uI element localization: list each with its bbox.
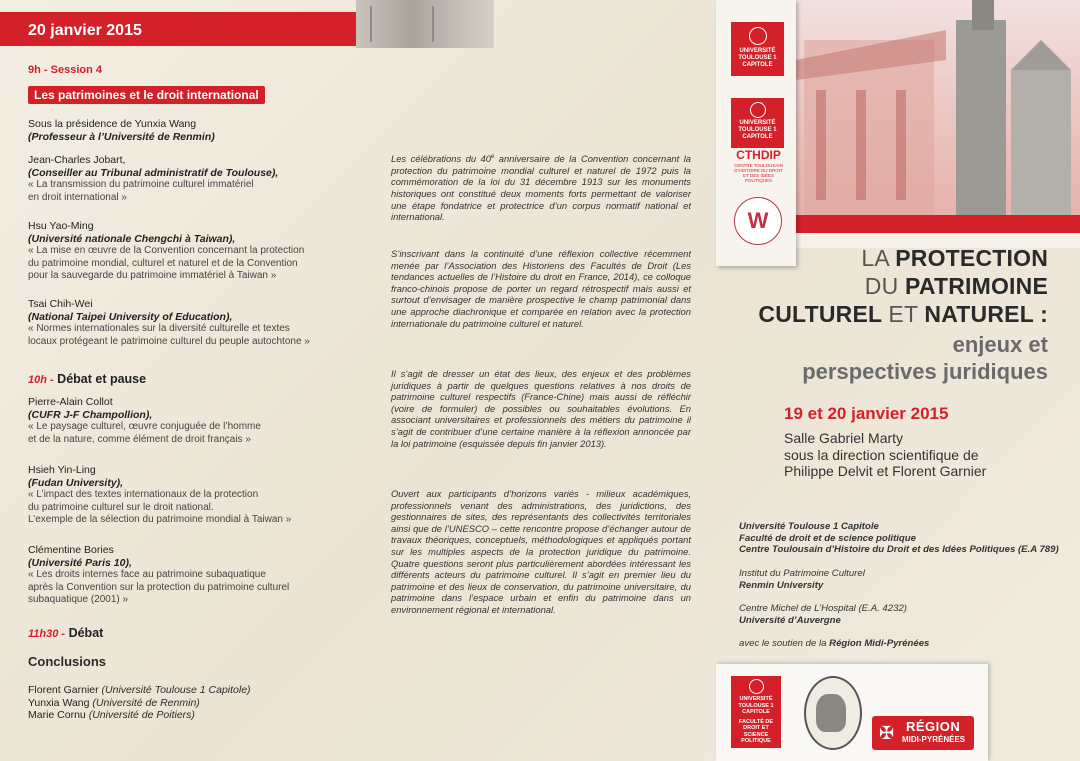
event-title: LA PROTECTION DU PATRIMOINE CULTUREL ET NATUREL : xyxy=(758,245,1048,327)
support-line: avec le soutien de la Région Midi-Pyrénées xyxy=(739,638,930,649)
speaker-entry: Jean-Charles Jobart, (Conseiller au Tribunal administratif de Toulouse), « La transmission du patrimoine culturel immatériel en droit international » xyxy=(28,154,279,203)
organizer-block: Centre Michel de L’Hospital (E.A. 4232) Université d’Auvergne xyxy=(739,603,907,626)
occitan-cross-icon: ✠ xyxy=(879,723,895,743)
speaker-entry: Pierre-Alain Collot (CUFR J-F Champollion), « Le paysage culturel, œuvre conjuguée de l’homme et de la nature, comme élément de droit français » xyxy=(28,396,261,445)
event-subtitle: enjeux et perspectives juridiques xyxy=(802,332,1048,384)
list-item: Yunxia Wang (Université de Renmin) xyxy=(28,696,200,709)
crest-icon xyxy=(749,679,764,694)
cthdip-name: CTHDIP xyxy=(736,148,781,162)
portrait-icon xyxy=(816,694,846,732)
ut1-logo: UNIVERSITÉ TOULOUSE 1 CAPITOLE xyxy=(731,22,784,76)
cthdip-subtitle: CENTRE TOULOUSAIN D’HISTOIRE DU DROIT ET DES IDÉES POLITIQUES xyxy=(734,163,783,183)
crest-icon xyxy=(749,27,767,45)
context-paragraph: S’inscrivant dans la continuité d’une réflexion collective récemment menée par l’Association des Historiens des Facultés de Droit (Les tendances actuelles de l’Histoire du droit en France, 2014), ce colloque franco-chinois propose de porter un regard rétrospectif mais aussi et surtout d’envisager de manière prospective le champ patrimonial dans une approche diachronique et comparée en relation avec la protection internationale du patrimoine culturel et naturel. xyxy=(391,248,691,329)
cover-photo xyxy=(796,0,1080,215)
conclusions-title: Conclusions xyxy=(28,654,107,669)
crest-icon xyxy=(750,102,766,118)
session-chair: Sous la présidence de Yunxia Wang (Professeur à l’Université de Renmin) xyxy=(28,118,215,143)
red-stripe xyxy=(796,215,1080,233)
event-venue: Salle Gabriel Marty sous la direction scientifique de Philippe Delvit et Florent Garnier xyxy=(784,430,987,479)
footer-ut1-logo: UNIVERSITÉ TOULOUSE 1 CAPITOLE FACULTÉ DE DROIT ET SCIENCE POLITIQUE xyxy=(731,676,781,748)
audience-paragraph: Ouvert aux participants d’horizons variés - milieux académiques, professionnels venant des administrations, des juridictions, des gestionnaires de sites, des représentants des collectivités territoriales ainsi que de l’UNESCO – cette rencontre propose d’échanger autour de travaux théoriques, conceptuels, méthodologiques et appliqués portant sur les multiples aspects de la protection juridique du patrimoine. Quatre questions seront plus particulièrement abordées intéressant les différents acteurs du patrimoine culturel. Il s’agit en premier lieu du patrimoine et des lieux de conservation, du patrimoine universitaire, du patrimoine dans l’espace urbain et enfin du patrimoine dans un environnement régional et international. xyxy=(391,488,691,615)
cthdip-logo: UNIVERSITÉ TOULOUSE 1 CAPITOLE xyxy=(731,98,784,148)
region-logo: ✠ RÉGION MIDI-PYRÉNÉES xyxy=(872,716,974,750)
speaker-entry: Hsu Yao-Ming (Université nationale Chengchi à Taiwan), « La mise en œuvre de la Convention concernant la protection du patrimoine mondial, culturel et naturel et de la Convention pour la sauvegarde du patrimoine immatériel à Taiwan » xyxy=(28,220,305,282)
organizer-block: Institut du Patrimoine Culturel Renmin University xyxy=(739,568,865,591)
organizer-block: Université Toulouse 1 Capitole Faculté de droit et de science politique Centre Toulousain d’Histoire du Droit et des Idées Politiques (E.A 789) xyxy=(739,521,1059,556)
conclusions-list xyxy=(28,684,358,722)
aims-paragraph: Il s’agit de dresser un état des lieux, des enjeux et des problèmes juridiques à partir de quelques questions relatives à nos droits de patrimoine culturel respectifs (France-Chine) mais aussi de réfléchir (voire de formuler) de possibles ou souhaitables évolutions. En associant universitaires et professionnels des métiers du patrimoine il s’agit de contribuer d’une certaine manière à la réflexion annoncée par la loi patrimoine (esquissée depuis fin janvier 2013). xyxy=(391,368,691,449)
building-sketch-icon xyxy=(370,6,434,42)
speaker-entry: Tsai Chih-Wei (National Taipei University of Education), « Normes internationales sur la diversité culturelle et textes locaux protégeant le patrimoine culturel du peuple autochtone » xyxy=(28,298,310,347)
program-date: 20 janvier 2015 xyxy=(28,22,142,39)
debate-heading: 10h - Débat et pause xyxy=(28,372,147,386)
session-title: Les patrimoines et le droit international xyxy=(28,86,265,104)
intro-paragraph: Les célébrations du 40e anniversaire de la Convention concernant la protection du patrimoine mondial culturel et naturel de 1972 puis la commémoration de la loi du 31 décembre 1913 sur les monuments historiques ont constitué deux moments forts permettant de valoriser une étape fondatrice et protectrice d’un corpus normatif national et international. xyxy=(391,153,691,223)
renmin-logo: W xyxy=(734,197,782,245)
list-item: Marie Cornu (Université de Poitiers) xyxy=(28,709,195,722)
monument-illustration xyxy=(796,0,1080,215)
event-dates: 19 et 20 janvier 2015 xyxy=(784,404,949,423)
list-item: Florent Garnier (Université Toulouse 1 Capitole) xyxy=(28,684,251,696)
speaker-entry: Clémentine Bories (Université Paris 10), « Les droits internes face au patrimoine subaquatique après la Convention sur la protection du patrimoine culturel subaquatique (2001) » xyxy=(28,544,290,606)
session-time: 9h - Session 4 xyxy=(28,64,102,76)
debate-heading: 11h30 - Débat xyxy=(28,626,104,640)
speaker-entry: Hsieh Yin-Ling (Fudan University), « L’impact des textes internationaux de la protection du patrimoine culturel sur le droit national. L’exemple de la sélection du patrimoine mondial à Taiwan » xyxy=(28,464,292,526)
